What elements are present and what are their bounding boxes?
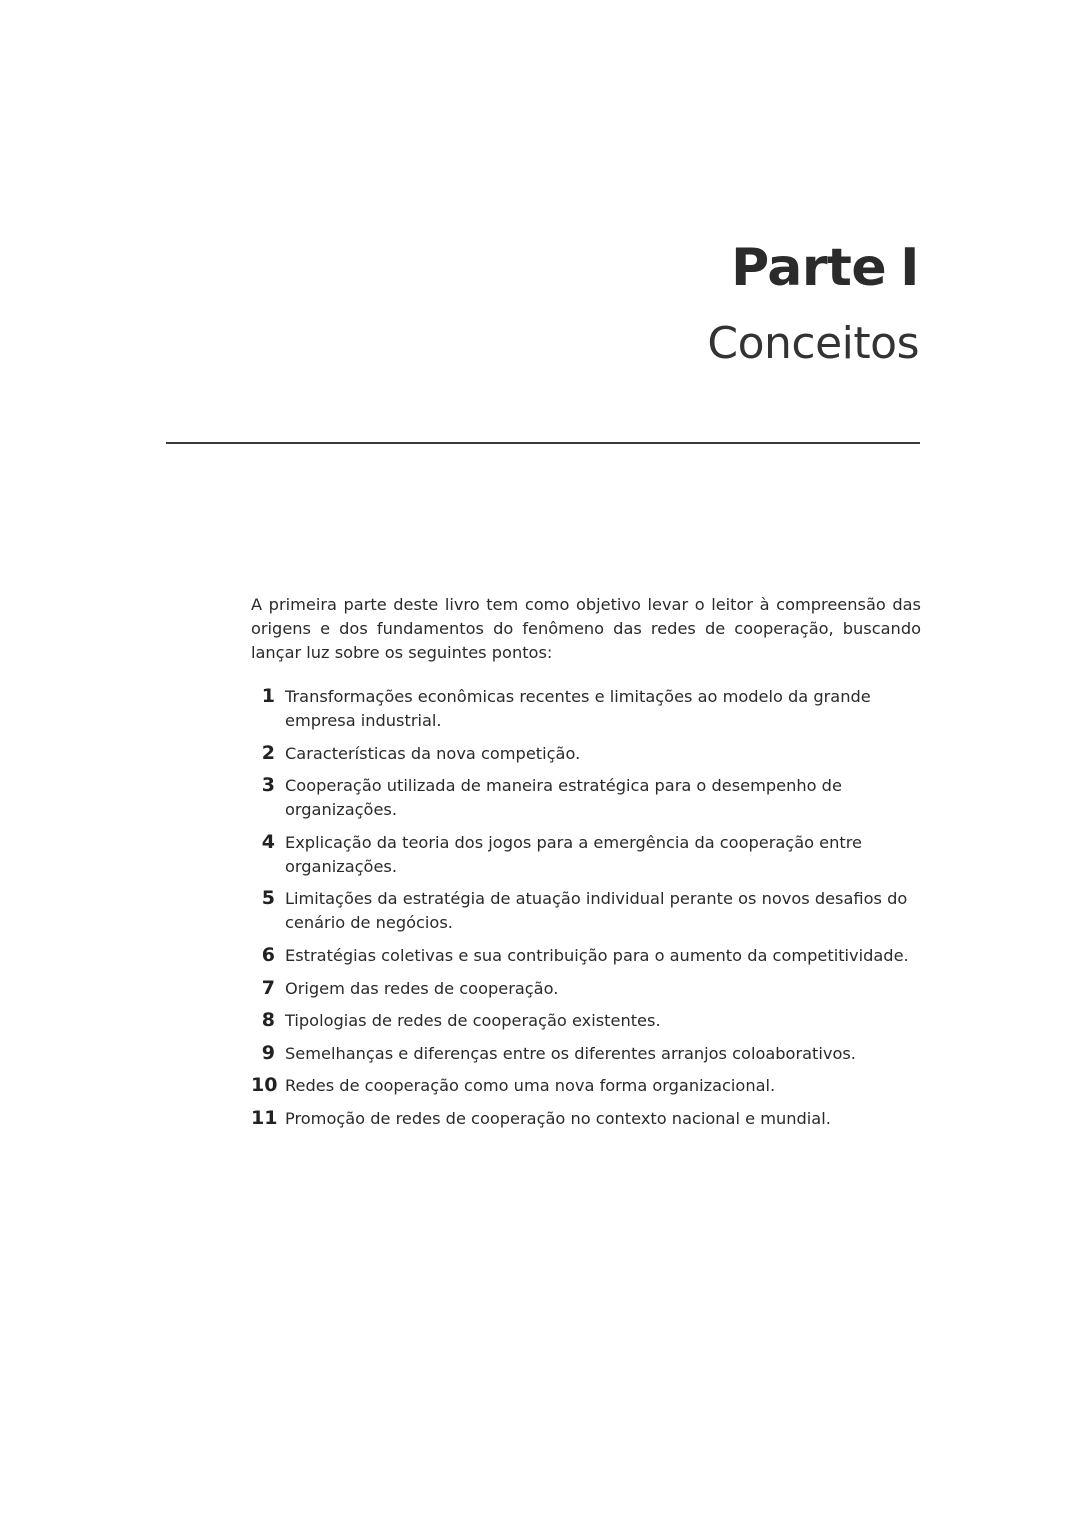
topic-item	[251, 774, 931, 822]
part-heading	[707, 228, 919, 376]
topic-text: Transformações econômicas recentes e limitações ao modelo da grande empresa industrial.	[285, 687, 871, 730]
topic-text: Explicação da teoria dos jogos para a emergência da cooperação entre organizações.	[285, 832, 862, 876]
topic-text: Semelhanças e diferenças entre os diferentes arranjos coloaborativos.	[285, 1043, 856, 1063]
topic-text: Promoção de redes de cooperação no contexto nacional e mundial.	[285, 1108, 831, 1128]
part-label-line	[707, 228, 919, 308]
topic-text: Origem das redes de cooperação.	[285, 978, 559, 998]
topic-number: 2	[261, 741, 275, 764]
topic-number: 6	[261, 943, 275, 966]
topic-item	[251, 685, 931, 733]
topic-item	[251, 1107, 931, 1131]
topic-text: Tipologias de redes de cooperação existentes.	[285, 1011, 661, 1031]
topic-text: Cooperação utilizada de maneira estratégica para o desempenho de organizações.	[285, 776, 842, 820]
topic-number: 11	[251, 1106, 278, 1129]
topic-item	[251, 944, 931, 968]
topic-text: Redes de cooperação como uma nova forma organizacional.	[285, 1076, 776, 1096]
topic-number: 8	[261, 1009, 275, 1032]
topic-item	[251, 831, 931, 879]
topic-number: 5	[261, 887, 275, 910]
topic-text: Características da nova competição.	[285, 743, 581, 763]
title-divider	[166, 442, 920, 444]
part-title: Conceitos	[707, 318, 919, 369]
topic-item	[251, 977, 931, 1001]
part-numeral: I	[900, 238, 919, 298]
topic-number: 1	[261, 685, 275, 707]
topic-number: 9	[261, 1041, 275, 1064]
part-label: Parte	[731, 238, 887, 298]
topics-list	[251, 685, 931, 1140]
topic-number: 3	[261, 774, 275, 797]
topic-item	[251, 742, 931, 766]
topic-text: Estratégias coletivas e sua contribuição para o aumento da competitividade.	[285, 945, 909, 965]
topic-item	[251, 1009, 931, 1033]
topic-number: 7	[261, 976, 275, 999]
topic-number: 4	[261, 830, 275, 853]
topic-item	[251, 887, 931, 935]
topic-text: Limitações da estratégia de atuação individual perante os novos desafios do cenário de negócios.	[285, 889, 908, 933]
intro-paragraph: A primeira parte deste livro tem como objetivo levar o leitor à compreensão das origens e dos fundamentos do fenômeno das redes de cooperação, buscando lançar luz sobre os seguintes pontos:	[251, 595, 921, 662]
topic-number: 10	[251, 1074, 278, 1097]
topic-item	[251, 1074, 931, 1098]
topic-item	[251, 1042, 931, 1066]
